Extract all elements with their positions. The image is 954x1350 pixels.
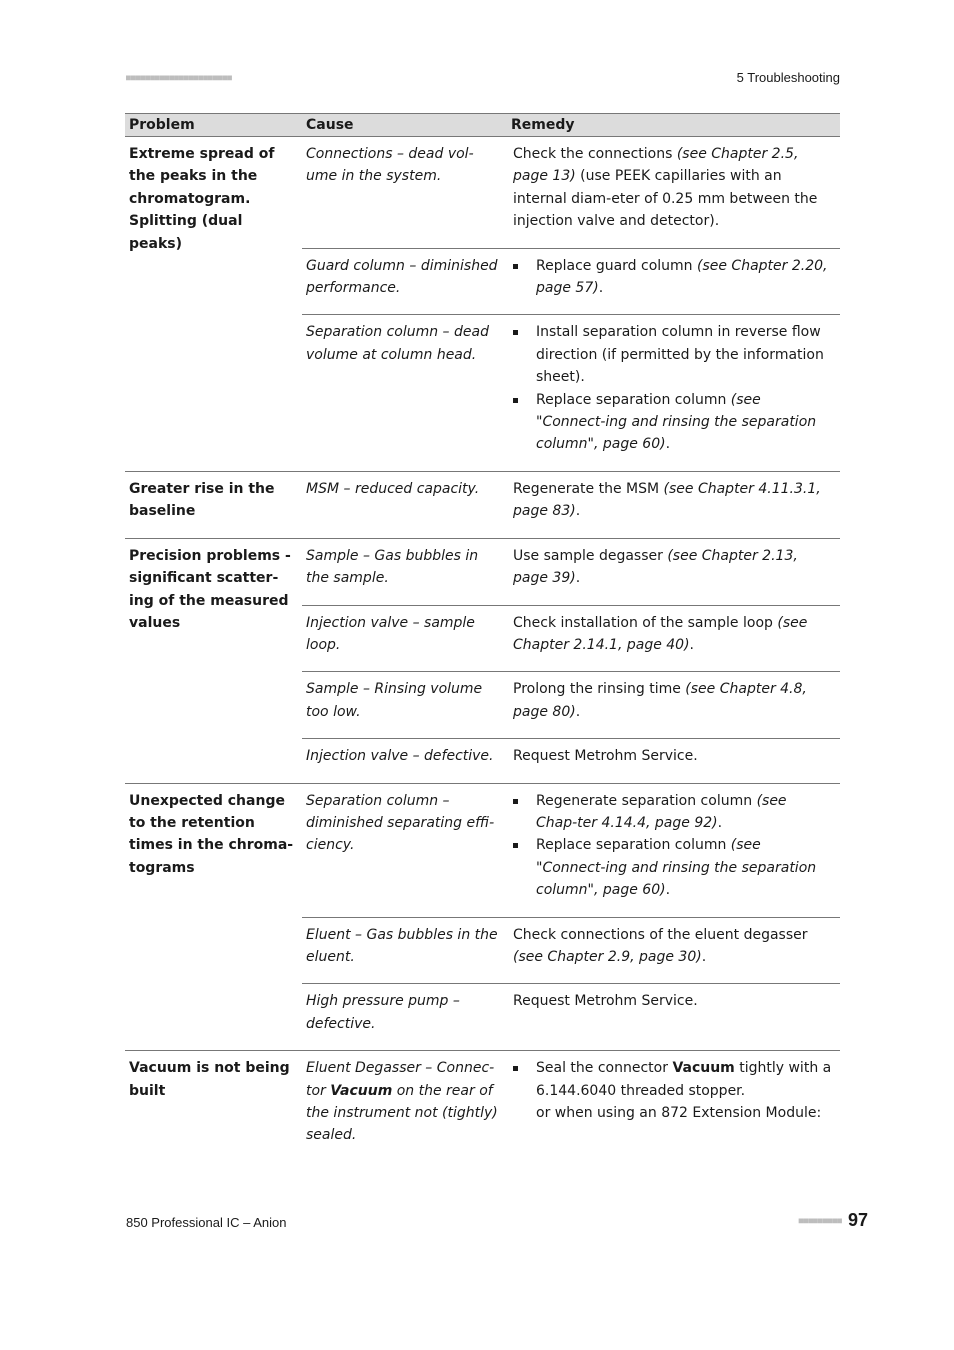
list-item — [513, 834, 832, 901]
remedy-cell — [507, 739, 840, 783]
remedy-text: Replace separation column — [536, 391, 731, 408]
bullet-square-icon — [513, 799, 518, 804]
remedy-cell — [507, 538, 840, 605]
bullet-square-icon — [513, 1066, 518, 1071]
chapter-reference: (see Chapter 2.9, page 30) — [513, 948, 702, 965]
remedy-text: Install separation column in reverse flow direction (if permitted by the information sheet). — [536, 324, 824, 386]
remedy-text: Request Metrohm Service. — [513, 993, 698, 1010]
remedy-text: . — [598, 280, 604, 297]
remedy-text: tightly with a 6.144.6040 threaded stopper. — [536, 1060, 832, 1099]
list-item — [513, 389, 832, 456]
remedy-text: . — [665, 436, 671, 453]
chapter-reference: (see Chapter 2.5, page 13) — [513, 146, 799, 185]
remedy-text: or when using an 872 Extension Module: — [536, 1105, 822, 1121]
remedy-text: . — [689, 636, 694, 653]
remedy-cell — [507, 315, 840, 471]
remedy-text: Regenerate the MSM — [513, 480, 664, 497]
remedy-cell — [507, 672, 840, 739]
chapter-reference: (see Chapter 4.11.3.1, page 83) — [513, 480, 821, 520]
remedy-cell — [507, 471, 840, 538]
remedy-text: . — [575, 570, 581, 587]
cause-cell: Injection valve – defective. — [302, 739, 507, 783]
bullet-square-icon — [513, 264, 518, 269]
remedy-list — [513, 255, 832, 300]
chapter-title: 5 Troubleshooting — [736, 70, 840, 85]
problem-cell: Extreme spread of the peaks in the chromatogram. Splitting (dual peaks) — [125, 137, 302, 472]
cause-cell: Eluent – Gas bubbles in the eluent. — [302, 917, 507, 984]
remedy-text: . — [575, 503, 581, 520]
remedy-list — [513, 321, 832, 455]
header-decoration: ■■■■■■■■■■■■■■■■■■■■■■ — [126, 73, 232, 82]
bullet-square-icon — [513, 330, 518, 335]
remedy-cell — [507, 984, 840, 1051]
remedy-cell — [507, 1051, 840, 1162]
remedy-text: (use PEEK capillaries with an internal diam-eter of 0.25 mm between the injection valve and detector). — [513, 168, 818, 230]
remedy-text: Replace guard column — [536, 257, 697, 274]
table-row — [125, 538, 840, 605]
manual-title: 850 Professional IC – Anion — [126, 1215, 287, 1230]
remedy-text: . — [717, 814, 723, 831]
remedy-text: Check connections of the eluent degasser — [513, 926, 808, 943]
remedy-cell — [507, 137, 840, 249]
troubleshooting-table — [125, 113, 840, 1162]
list-item — [513, 790, 832, 835]
cause-cell: Sample – Gas bubbles in the sample. — [302, 538, 507, 605]
chapter-reference: (see Chapter 2.20, page 57) — [536, 257, 828, 297]
list-item — [513, 321, 832, 388]
cause-cell: High pressure pump – defective. — [302, 984, 507, 1051]
remedy-text: Prolong the rinsing time — [513, 681, 686, 698]
remedy-cell — [507, 783, 840, 917]
list-item — [513, 255, 832, 300]
table-row — [125, 471, 840, 538]
bullet-square-icon — [513, 843, 518, 848]
chapter-reference: (see Chap-ter 4.14.4, page 92) — [536, 792, 787, 831]
problem-cell: Greater rise in the baseline — [125, 471, 302, 538]
remedy-list — [513, 790, 832, 902]
column-header-cause: Cause — [302, 114, 507, 137]
connector-name: Vacuum — [672, 1060, 735, 1077]
remedy-cell — [507, 248, 840, 315]
remedy-text: . — [575, 703, 581, 720]
cause-cell: Separation column – dead volume at column head. — [302, 315, 507, 471]
table-header-row — [125, 114, 840, 137]
chapter-reference: (see Chapter 2.13, page 39) — [513, 547, 798, 587]
cause-text: Eluent Degasser – Connec-tor — [306, 1060, 495, 1099]
footer-page-info — [799, 1210, 868, 1231]
page-number: 97 — [847, 1210, 868, 1230]
problem-cell: Vacuum is not being built — [129, 1060, 290, 1099]
remedy-text: . — [665, 882, 671, 899]
cause-cell: Injection valve – sample loop. — [302, 605, 507, 672]
cause-cell: Connections – dead vol-ume in the system. — [302, 137, 507, 249]
remedy-text: Check installation of the sample loop — [513, 614, 778, 631]
cause-cell: Separation column – diminished separating effi-ciency. — [302, 783, 507, 917]
remedy-cell — [507, 605, 840, 672]
remedy-text: Request Metrohm Service. — [513, 748, 698, 765]
remedy-cell — [507, 917, 840, 984]
table-row — [125, 137, 840, 249]
chapter-reference: (see Chapter 2.14.1, page 40) — [513, 614, 808, 653]
table-row — [125, 1051, 840, 1162]
cause-cell — [302, 1051, 507, 1162]
cause-cell: MSM – reduced capacity. — [302, 471, 507, 538]
remedy-text: Check the connections — [513, 146, 677, 162]
remedy-list — [513, 1057, 832, 1124]
remedy-text: Replace separation column — [536, 837, 731, 854]
bullet-square-icon — [513, 398, 518, 403]
remedy-text: . — [701, 948, 707, 965]
footer-decoration: ■■■■■■■■■ — [798, 1216, 842, 1225]
list-item — [513, 1057, 832, 1124]
cause-cell: Sample – Rinsing volume too low. — [302, 672, 507, 739]
remedy-text: Seal the connector — [536, 1060, 673, 1077]
chapter-reference: (see Chapter 4.8, page 80) — [513, 681, 807, 720]
problem-cell: Precision problems - significant scatter-ing of the measured values — [125, 538, 302, 783]
column-header-remedy: Remedy — [507, 114, 840, 137]
cause-text: on the rear of the instrument not (tightly) sealed. — [306, 1082, 498, 1144]
connector-name: Vacuum — [330, 1082, 393, 1099]
column-header-problem: Problem — [125, 114, 302, 137]
table-row — [125, 783, 840, 917]
chapter-reference: (see "Connect-ing and rinsing the separation column", page 60) — [536, 391, 817, 453]
remedy-text: Use sample degasser — [513, 547, 668, 564]
cause-cell: Guard column – diminished performance. — [302, 248, 507, 315]
problem-cell: Unexpected change to the retention times in the chroma-tograms — [125, 783, 302, 1051]
remedy-text: Regenerate separation column — [536, 792, 757, 809]
chapter-reference: (see "Connect-ing and rinsing the separation column", page 60) — [536, 837, 817, 899]
